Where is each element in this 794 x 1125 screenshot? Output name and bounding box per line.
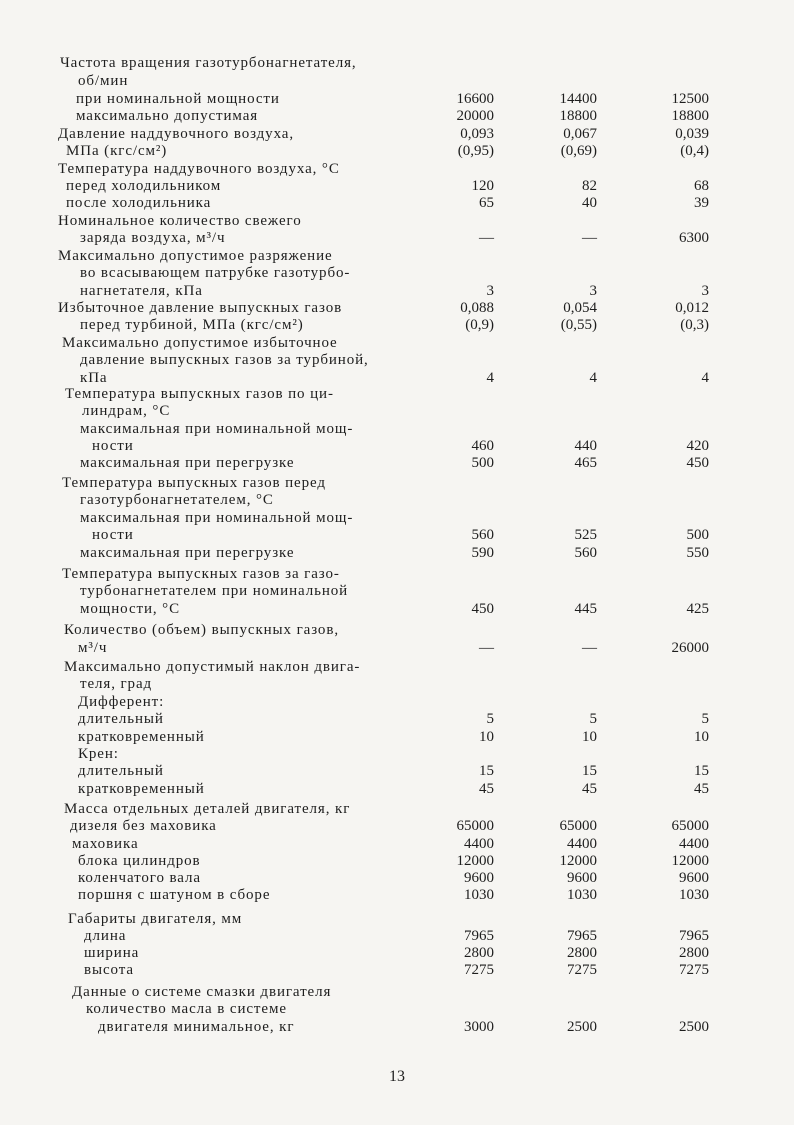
row-label: Дифферент: (78, 694, 165, 710)
row-label: перед холодильником (66, 178, 222, 194)
value-cell-1: 120 (471, 178, 494, 194)
value-cell-3: 65000 (671, 818, 709, 834)
table-row (0, 194, 794, 212)
value-cell-1: 16600 (456, 91, 494, 107)
value-cell-1: 65000 (456, 818, 494, 834)
table-row (0, 351, 794, 369)
value-cell-3: 68 (694, 178, 709, 194)
value-cell-1: 4 (486, 370, 494, 386)
table-row (0, 1018, 794, 1036)
row-label: Максимально допустимое разряжение (58, 248, 333, 264)
value-cell-2: 14400 (559, 91, 597, 107)
row-label: длительный (78, 711, 164, 727)
table-row (0, 910, 794, 928)
table-row (0, 710, 794, 728)
value-cell-1: 4400 (464, 836, 494, 852)
row-label: мощности, °С (80, 601, 180, 617)
table-row (0, 639, 794, 657)
row-label: после холодильника (66, 195, 212, 211)
table-row (0, 582, 794, 600)
value-cell-3: 550 (686, 545, 709, 561)
row-label: нагнетателя, кПа (80, 283, 203, 299)
value-cell-1: 9600 (464, 870, 494, 886)
value-cell-2: 15 (582, 763, 597, 779)
value-cell-3: (0,4) (680, 143, 709, 159)
row-label: длина (84, 928, 127, 944)
value-cell-2: 65000 (559, 818, 597, 834)
row-label: давление выпускных газов за турбиной, (80, 352, 369, 368)
table-row (0, 142, 794, 160)
row-label: Габариты двигателя, мм (68, 911, 243, 927)
value-cell-1: 3 (486, 283, 494, 299)
row-label: коленчатого вала (78, 870, 201, 886)
value-cell-2: 440 (574, 438, 597, 454)
table-row (0, 800, 794, 818)
table-row (0, 961, 794, 979)
table-row (0, 1000, 794, 1018)
value-cell-2: 2800 (567, 945, 597, 961)
row-label: Избыточное давление выпускных газов (58, 300, 343, 316)
table-row (0, 229, 794, 247)
row-label: дизеля без маховика (70, 818, 217, 834)
value-cell-1: 1030 (464, 887, 494, 903)
row-label: об/мин (78, 73, 129, 89)
table-row (0, 835, 794, 853)
table-row (0, 54, 794, 72)
row-label: Крен: (78, 746, 119, 762)
row-label: МПа (кгс/см²) (66, 143, 168, 159)
value-cell-2: (0,69) (560, 143, 597, 159)
value-cell-1: 0,093 (460, 126, 494, 142)
value-cell-2: 7275 (567, 962, 597, 978)
value-cell-3: 18800 (671, 108, 709, 124)
value-cell-3: 12000 (671, 853, 709, 869)
table-row (0, 526, 794, 544)
value-cell-3: 2500 (679, 1019, 709, 1035)
row-label: перед турбиной, МПа (кгс/см²) (80, 317, 304, 333)
value-cell-2: 0,054 (563, 300, 597, 316)
value-cell-2: 1030 (567, 887, 597, 903)
value-cell-2: 0,067 (563, 126, 597, 142)
value-cell-3: 420 (686, 438, 709, 454)
row-label: ности (92, 527, 134, 543)
value-cell-3: 39 (694, 195, 709, 211)
row-label: максимальная при перегрузке (80, 545, 295, 561)
value-cell-1: 0,088 (460, 300, 494, 316)
table-row (0, 316, 794, 334)
value-cell-1: 7965 (464, 928, 494, 944)
value-cell-3: 5 (701, 711, 709, 727)
value-cell-3: 9600 (679, 870, 709, 886)
table-row (0, 420, 794, 438)
table-row (0, 509, 794, 527)
table-row (0, 402, 794, 420)
table-row (0, 264, 794, 282)
row-label: маховика (72, 836, 139, 852)
table-row (0, 125, 794, 143)
value-cell-2: 445 (574, 601, 597, 617)
table-row (0, 621, 794, 639)
value-cell-2: 560 (574, 545, 597, 561)
row-label: газотурбонагнетателем, °С (80, 492, 274, 508)
value-cell-2: 82 (582, 178, 597, 194)
value-cell-1: (0,95) (457, 143, 494, 159)
row-label: кратковременный (78, 781, 205, 797)
row-label: Максимально допустимый наклон двига- (64, 659, 361, 675)
value-cell-3: 500 (686, 527, 709, 543)
table-row (0, 600, 794, 618)
value-cell-1: — (479, 230, 494, 246)
value-cell-1: 3000 (464, 1019, 494, 1035)
table-row (0, 177, 794, 195)
value-cell-3: 3 (701, 283, 709, 299)
table-row (0, 944, 794, 962)
value-cell-3: 45 (694, 781, 709, 797)
table-row (0, 983, 794, 1001)
value-cell-1: 45 (479, 781, 494, 797)
value-cell-3: 15 (694, 763, 709, 779)
value-cell-1: 460 (471, 438, 494, 454)
row-label: при номинальной мощности (76, 91, 280, 107)
table-row (0, 474, 794, 492)
value-cell-1: 500 (471, 455, 494, 471)
table-row (0, 160, 794, 178)
row-label: теля, град (80, 676, 153, 692)
page-number: 13 (389, 1068, 405, 1085)
row-label: Номинальное количество свежего (58, 213, 302, 229)
value-cell-2: — (582, 640, 597, 656)
table-row (0, 299, 794, 317)
value-cell-1: (0,9) (465, 317, 494, 333)
row-label: турбонагнетателем при номинальной (80, 583, 349, 599)
value-cell-3: (0,3) (680, 317, 709, 333)
value-cell-1: 590 (471, 545, 494, 561)
value-cell-1: 560 (471, 527, 494, 543)
value-cell-1: 2800 (464, 945, 494, 961)
value-cell-2: 18800 (559, 108, 597, 124)
table-row (0, 544, 794, 562)
row-label: Температура наддувочного воздуха, °С (58, 161, 340, 177)
value-cell-1: 15 (479, 763, 494, 779)
value-cell-2: 10 (582, 729, 597, 745)
row-label: Количество (объем) выпускных газов, (64, 622, 339, 638)
table-row (0, 437, 794, 455)
table-row (0, 565, 794, 583)
value-cell-3: 425 (686, 601, 709, 617)
row-label: кПа (80, 370, 108, 386)
row-label: количество масла в системе (86, 1001, 287, 1017)
row-label: длительный (78, 763, 164, 779)
value-cell-3: 10 (694, 729, 709, 745)
value-cell-3: 7965 (679, 928, 709, 944)
value-cell-1: — (479, 640, 494, 656)
row-label: Температура выпускных газов за газо- (62, 566, 340, 582)
value-cell-3: 0,012 (675, 300, 709, 316)
table-row (0, 693, 794, 711)
value-cell-3: 2800 (679, 945, 709, 961)
value-cell-1: 65 (479, 195, 494, 211)
value-cell-3: 7275 (679, 962, 709, 978)
row-label: Давление наддувочного воздуха, (58, 126, 294, 142)
row-label: максимальная при номинальной мощ- (80, 421, 354, 437)
row-label: Максимально допустимое избыточное (62, 335, 338, 351)
row-label: линдрам, °С (82, 403, 171, 419)
row-label: Данные о системе смазки двигателя (72, 984, 332, 1000)
table-row (0, 927, 794, 945)
value-cell-2: 40 (582, 195, 597, 211)
table-row (0, 745, 794, 763)
value-cell-2: 12000 (559, 853, 597, 869)
row-label: Температура выпускных газов по ци- (65, 386, 334, 402)
table-row (0, 728, 794, 746)
value-cell-3: 450 (686, 455, 709, 471)
value-cell-1: 10 (479, 729, 494, 745)
value-cell-3: 1030 (679, 887, 709, 903)
table-row (0, 212, 794, 230)
table-row (0, 385, 794, 403)
row-label: ности (92, 438, 134, 454)
value-cell-2: — (582, 230, 597, 246)
value-cell-3: 26000 (671, 640, 709, 656)
value-cell-3: 6300 (679, 230, 709, 246)
row-label: кратковременный (78, 729, 205, 745)
table-row (0, 762, 794, 780)
value-cell-1: 20000 (456, 108, 494, 124)
value-cell-2: 4400 (567, 836, 597, 852)
value-cell-2: 5 (589, 711, 597, 727)
value-cell-2: 525 (574, 527, 597, 543)
value-cell-3: 4400 (679, 836, 709, 852)
table-row (0, 282, 794, 300)
value-cell-3: 12500 (671, 91, 709, 107)
table-row (0, 886, 794, 904)
row-label: высота (84, 962, 134, 978)
table-row (0, 869, 794, 887)
value-cell-2: 45 (582, 781, 597, 797)
row-label: ширина (84, 945, 140, 961)
row-label: м³/ч (78, 640, 108, 656)
table-row (0, 90, 794, 108)
value-cell-1: 12000 (456, 853, 494, 869)
table-row (0, 675, 794, 693)
table-row (0, 780, 794, 798)
value-cell-2: 2500 (567, 1019, 597, 1035)
table-row (0, 852, 794, 870)
value-cell-2: 3 (589, 283, 597, 299)
row-label: во всасывающем патрубке газотурбо- (80, 265, 351, 281)
table-row (0, 491, 794, 509)
value-cell-1: 7275 (464, 962, 494, 978)
table-row (0, 334, 794, 352)
value-cell-1: 450 (471, 601, 494, 617)
row-label: двигателя минимальное, кг (98, 1019, 295, 1035)
table-row (0, 107, 794, 125)
table-row (0, 454, 794, 472)
value-cell-2: 465 (574, 455, 597, 471)
table-row (0, 817, 794, 835)
row-label: Частота вращения газотурбонагнетателя, (60, 55, 357, 71)
value-cell-2: 7965 (567, 928, 597, 944)
row-label: блока цилиндров (78, 853, 201, 869)
value-cell-2: (0,55) (560, 317, 597, 333)
row-label: максимальная при номинальной мощ- (80, 510, 354, 526)
value-cell-3: 4 (701, 370, 709, 386)
value-cell-3: 0,039 (675, 126, 709, 142)
row-label: поршня с шатуном в сборе (78, 887, 271, 903)
row-label: максимально допустимая (76, 108, 259, 124)
table-row (0, 658, 794, 676)
row-label: Масса отдельных деталей двигателя, кг (64, 801, 351, 817)
table-row (0, 72, 794, 90)
row-label: Температура выпускных газов перед (62, 475, 326, 491)
value-cell-2: 4 (589, 370, 597, 386)
value-cell-1: 5 (486, 711, 494, 727)
row-label: заряда воздуха, м³/ч (80, 230, 226, 246)
value-cell-2: 9600 (567, 870, 597, 886)
row-label: максимальная при перегрузке (80, 455, 295, 471)
table-row (0, 247, 794, 265)
